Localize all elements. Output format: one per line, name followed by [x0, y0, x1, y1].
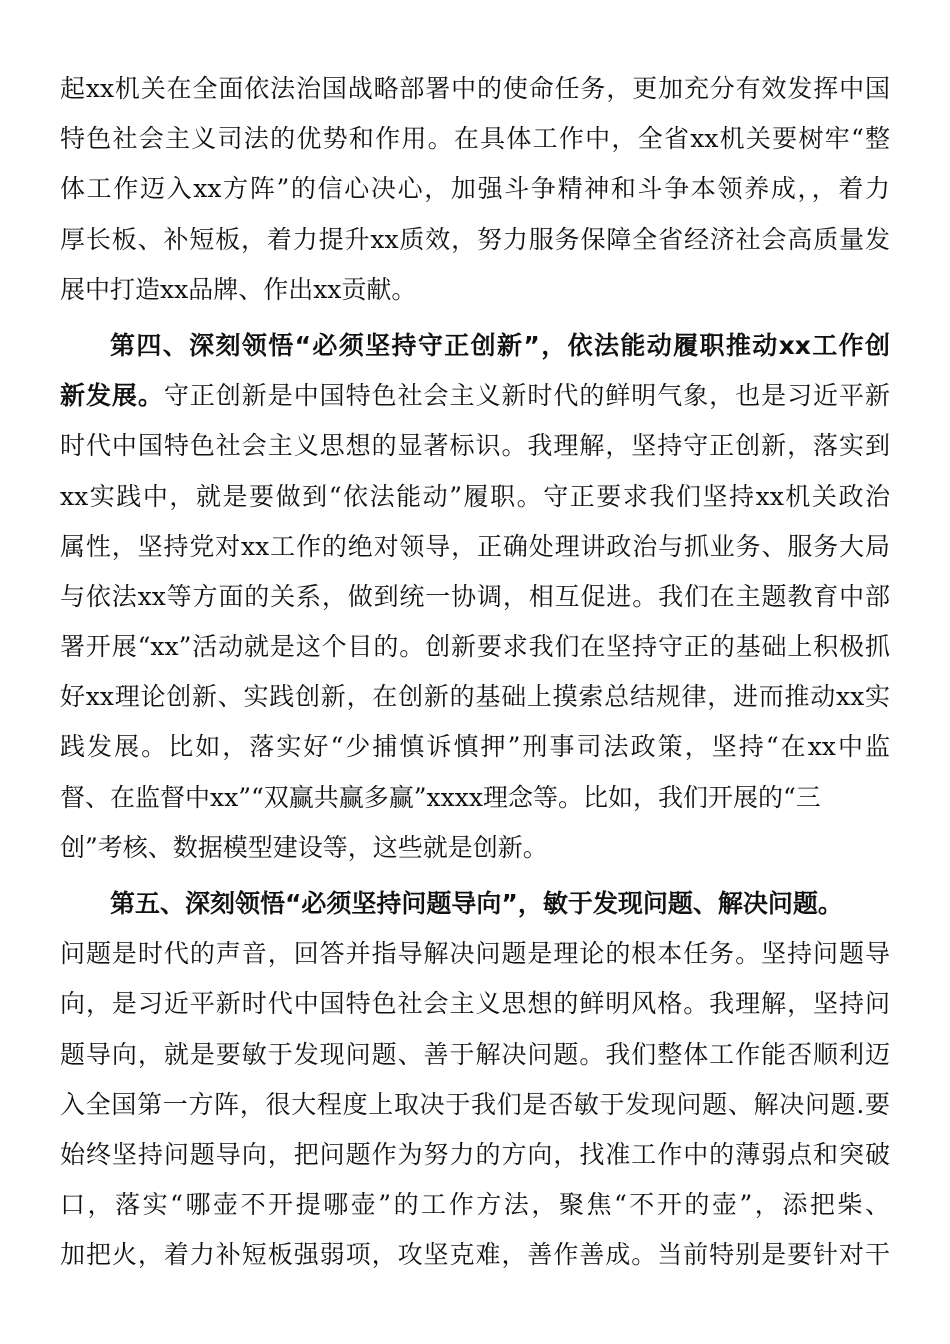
text-line: 向，是习近平新时代中国特色社会主义思想的鲜明风格。我理解，坚持问 [60, 989, 890, 1019]
section-heading: 第五、深刻领悟“必须坚持问题导向”，敏于发现问题、解决问题。 [110, 889, 843, 918]
text-line: 口，落实“哪壶不开提哪壶”的工作方法，聚焦“不开的壶”，添把柴、 [60, 1190, 890, 1220]
paragraph-3 [60, 879, 890, 1281]
text-line: 与依法xx等方面的关系，做到统一协调，相互促进。我们在主题教育中部 [60, 581, 890, 611]
section-heading-end: 新发展。 [60, 381, 164, 411]
text-line: 始终坚持问题导向，把问题作为努力的方向，找准工作中的薄弱点和突破 [60, 1139, 890, 1169]
paragraph-1 [60, 64, 890, 315]
text-line: xx实践中，就是要做到“依法能动”履职。守正要求我们坚持xx机关政治 [60, 481, 890, 511]
text-line: 督、在监督中xx”“双赢共赢多赢”xxxx理念等。比如，我们开展的“三 [60, 782, 821, 812]
text-line: 特色社会主义司法的优势和作用。在具体工作中，全省xx机关要树牢“整 [60, 124, 890, 154]
text-line: 入全国第一方阵，很大程度上取决于我们是否敏于发现问题、解决问题.要 [60, 1089, 890, 1119]
section-heading: 第四、深刻领悟“必须坚持守正创新”，依法能动履职推动xx工作创 [110, 330, 890, 360]
text-line: 起xx机关在全面依法治国战略部署中的使命任务，更加充分有效发挥中国 [60, 74, 890, 103]
text-line: 创”考核、数据模型建设等，这些就是创新。 [60, 832, 548, 862]
document-page [60, 64, 890, 1281]
text-line: 属性，坚持党对xx工作的绝对领导，正确处理讲政治与抓业务、服务大局 [60, 531, 890, 561]
text-line: 践发展。比如，落实好“少捕慎诉慎押”刑事司法政策，坚持“在xx中监 [60, 732, 890, 762]
text-line [60, 371, 890, 421]
text-line: 加把火，着力补短板强弱项，攻坚克难，善作善成。当前特别是要针对干 [60, 1240, 890, 1270]
text-line: 展中打造xx品牌、作出xx贡献。 [60, 274, 417, 304]
paragraph-2 [60, 321, 890, 873]
text-inline: 守正创新是中国特色社会主义新时代的鲜明气象，也是习近平新 [163, 381, 890, 411]
text-line: 好xx理论创新、实践创新，在创新的基础上摸索总结规律，进而推动xx实 [60, 682, 890, 712]
text-line: 署开展“xx”活动就是这个目的。创新要求我们在坚持守正的基础上积极抓 [60, 632, 890, 662]
text-line: 时代中国特色社会主义思想的显著标识。我理解，坚持守正创新，落实到 [60, 431, 890, 461]
text-line: 题导向，就是要敏于发现问题、善于解决问题。我们整体工作能否顺利迈 [60, 1039, 890, 1069]
text-line: 厚长板、补短板，着力提升xx质效，努力服务保障全省经济社会高质量发 [60, 224, 890, 254]
text-line: 体工作迈入xx方阵”的信心决心，加强斗争精神和斗争本领养成，，着力 [60, 174, 890, 204]
text-line: 问题是时代的声音，回答并指导解决问题是理论的根本任务。坚持问题导 [60, 939, 890, 969]
